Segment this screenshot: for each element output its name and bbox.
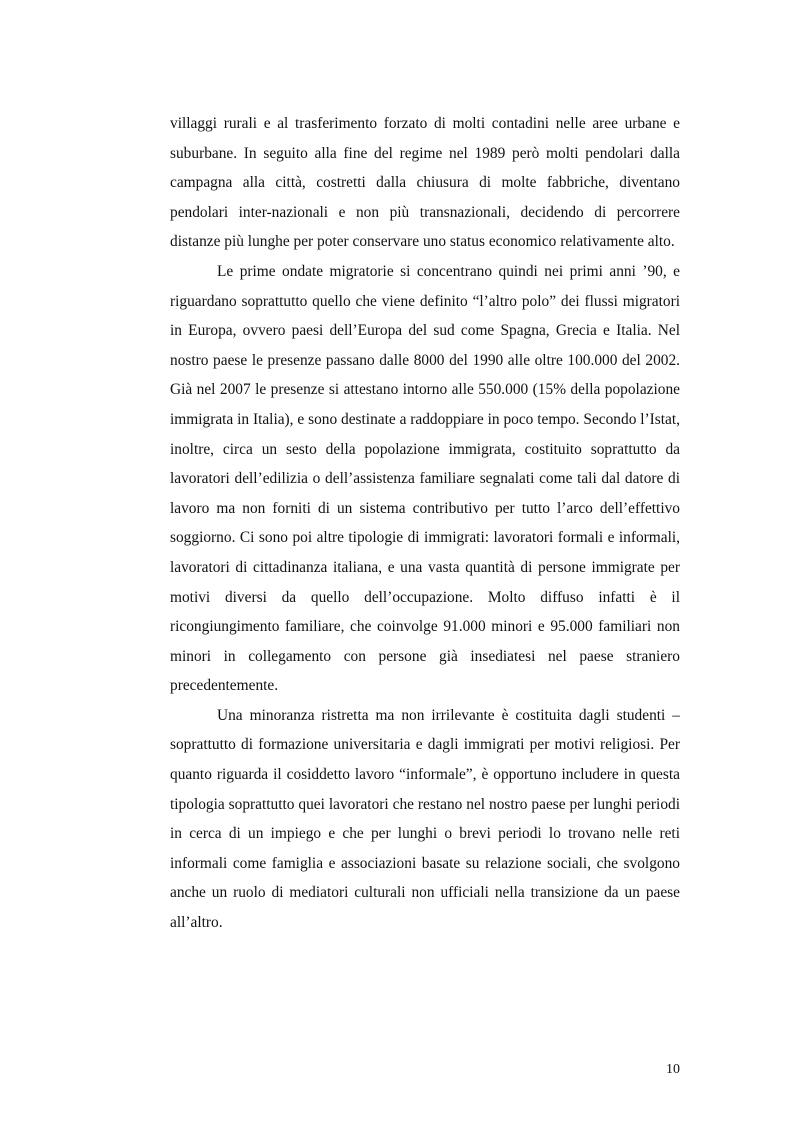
paragraph-minorities: Una minoranza ristretta ma non irrilevante è costituita dagli studenti – soprattutto di formazione universitaria e dagli immigrati per motivi religiosi. Per quanto riguarda il cosiddetto lavoro “informale”, è opportuno includere in questa tipologia soprattutto quei lavoratori che restano nel nostro paese per lunghi periodi in cerca di un impiego e che per lunghi o brevi periodi lo trovano nelle reti informali come famiglia e associazioni basate su relazione sociali, che svolgono anche un ruolo di mediatori culturali non ufficiali nella transizione da un paese all’altro.	[170, 706, 680, 932]
page-number: 10	[666, 1062, 680, 1077]
body-text	[170, 109, 680, 938]
paragraph-migration-waves: Le prime ondate migratorie si concentrano quindi nei primi anni ’90, e riguardano soprattutto quello che viene definito “l’altro polo” dei flussi migratori in Europa, ovvero paesi dell’Europa del sud come Spagna, Grecia e Italia. Nel nostro paese le presenze passano dalle 8000 del 1990 alle oltre 100.000 del 2002. Già nel 2007 le presenze si attestano intorno alle 550.000 (15% della popolazione immigrata in Italia), e sono destinate a raddoppiare in poco tempo. Secondo l’Istat, inoltre, circa un sesto della popolazione immigrata, costituito soprattutto da lavoratori dell’edilizia o dell’assistenza familiare segnalati come tali dal datore di lavoro ma non forniti di un sistema contributivo per tutto l’arco dell’effettivo soggiorno. Ci sono poi altre tipologie di immigrati: lavoratori formali e informali, lavoratori di cittadinanza italiana, e una vasta quantità di persone immigrate per motivi diversi da quello dell’occupazione. Molto diffuso infatti è il ricongiungimento familiare, che coinvolge 91.000 minori e 95.000 familiari non minori in collegamento con persone già insediatesi nel paese straniero precedentemente.	[170, 262, 680, 695]
paragraph-continuation: villaggi rurali e al trasferimento forzato di molti contadini nelle aree urbane e suburbane. In seguito alla fine del regime nel 1989 però molti pendolari dalla campagna alla città, costretti dalla chiusura di molte fabbriche, diventano pendolari inter-nazionali e non più transnazionali, decidendo di percorrere distanze più lunghe per poter conservare uno status economico relativamente alto.	[170, 115, 680, 251]
